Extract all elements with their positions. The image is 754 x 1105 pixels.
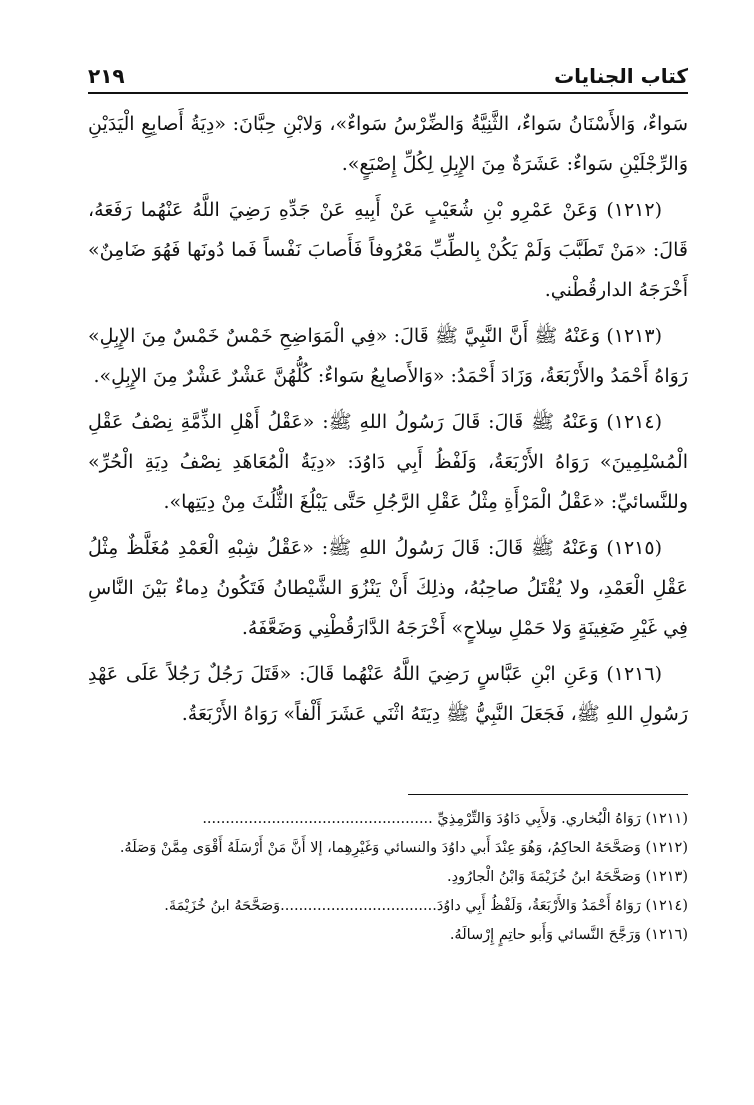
main-text bbox=[88, 104, 688, 734]
page-header bbox=[88, 58, 688, 94]
footnote: (١٢١٤) رَوَاهُ أَحْمَدُ وَالأَرْبَعَةُ، وَلَفْظُ أَبِي داوُدَ..................................وَصَحَّحَهُ ابنُ خُزَيْمَةَ. bbox=[164, 898, 688, 914]
book-page bbox=[88, 58, 688, 950]
footnote: (١٢١٣) وَصَحَّحَهُ ابنُ خُزَيْمَةَ وَابْنُ الْجارُودِ. bbox=[447, 869, 688, 885]
footnote: (١٢١٦) وَرَجَّحَ النَّسائي وَأَبو حاتِمٍ إِرْسالَهُ. bbox=[449, 927, 688, 943]
hadith-paragraph: (١٢١٦) وَعَنِ ابْنِ عَبَّاسٍ رَضِيَ اللَّهُ عَنْهُما قَالَ: «قَتَلَ رَجُلٌ رَجُلاً عَلَى عَهْدِ رَسُولِ اللهِ ﷺ، فَجَعَلَ النَّبِيُّ ﷺ دِيَتَهُ اثْنَي عَشَرَ أَلْفاً» رَوَاهُ الأَرْبَعَةُ. bbox=[88, 663, 688, 725]
footnote: (١٢١٢) وَصَحَّحَهُ الحاكِمُ، وَهُوَ عِنْدَ أَبي داوُدَ والنسائي وَغَيْرِهِما، إلا أَنَّ مَنْ أَرْسَلَهُ أَقْوَى مِمَّنْ وَصَلَهُ. bbox=[119, 840, 688, 856]
footnotes bbox=[88, 805, 688, 950]
hadith-paragraph: (١٢١٢) وَعَنْ عَمْرِو بْنِ شُعَيْبٍ عَنْ أَبِيهِ عَنْ جَدِّهِ رَضِيَ اللَّهُ عَنْهُما رَفَعَهُ، قَالَ: «مَنْ تَطَبَّبَ وَلَمْ يَكُنْ بِالطِّبِّ مَعْرُوفاً فَأَصابَ نَفْساً فَما دُونَها فَهُوَ ضَامِنٌ» أَخْرَجَهُ الدارقُطْني. bbox=[88, 199, 688, 301]
hadith-paragraph: (١٢١٥) وَعَنْهُ ﷺ قَالَ: قَالَ رَسُولُ اللهِ ﷺ: «عَقْلُ شِبْهِ الْعَمْدِ مُغَلَّظٌ مِثْلُ عَقْلِ الْعَمْدِ، ولا يُقْتَلُ صاحِبُهُ، وذلِكَ أَنْ يَنْزُوَ الشَّيْطانُ فَتَكُونُ دِماءٌ بَيْنَ النَّاسِ فِي غَيْرِ ضَغِينَةٍ وَلا حَمْلِ سِلاحٍ» أَخْرَجَهُ الدَّارَقُطْنِي وَضَعَّفَهُ. bbox=[88, 537, 688, 639]
footnote: (١٢١١) رَوَاهُ الْبُخاري. وَلأَبِي دَاوُدَ وَالتِّرْمِذِيِّ .................................................. bbox=[202, 811, 688, 827]
footnote-divider bbox=[408, 794, 688, 795]
hadith-paragraph: سَواءٌ، وَالأَسْنَانُ سَواءٌ، الثَّنِيَّةُ وَالضِّرْسُ سَواءٌ»، وَلابْنِ حِبَّانَ: «دِيَةُ أَصابِعِ الْيَدَيْنِ وَالرِّجْلَيْنِ سَواءٌ: عَشَرَةٌ مِنَ الإِبِلِ لِكُلِّ إِصْبَعٍ». bbox=[88, 113, 688, 175]
page-number: ٢١٩ bbox=[88, 64, 125, 88]
hadith-paragraph: (١٢١٣) وَعَنْهُ ﷺ أَنَّ النَّبِيَّ ﷺ قَالَ: «فِي الْمَوَاضِحِ خَمْسٌ خَمْسٌ مِنَ الإِبِلِ» رَوَاهُ أَحْمَدُ والأَرْبَعَةُ، وَزَادَ أَحْمَدُ: «وَالأَصابِعُ سَواءٌ: كُلُّهُنَّ عَشْرٌ عَشْرٌ مِنَ الإِبِلِ». bbox=[88, 325, 688, 387]
chapter-title: كتاب الجنايات bbox=[554, 64, 688, 88]
hadith-paragraph: (١٢١٤) وَعَنْهُ ﷺ قَالَ: قَالَ رَسُولُ اللهِ ﷺ: «عَقْلُ أَهْلِ الذِّمَّةِ نِصْفُ عَقْلِ الْمُسْلِمِينَ» رَوَاهُ الأَرْبَعَةُ، وَلَفْظُ أَبِي دَاوُدَ: «دِيَةُ الْمُعَاهَدِ نِصْفُ دِيَةِ الْحُرِّ» وللنَّسائيِّ: «عَقْلُ الْمَرْأَةِ مِثْلُ عَقْلِ الرَّجُلِ حَتَّى يَبْلُغَ الثُّلُثَ مِنْ دِيَتِها». bbox=[88, 411, 688, 513]
